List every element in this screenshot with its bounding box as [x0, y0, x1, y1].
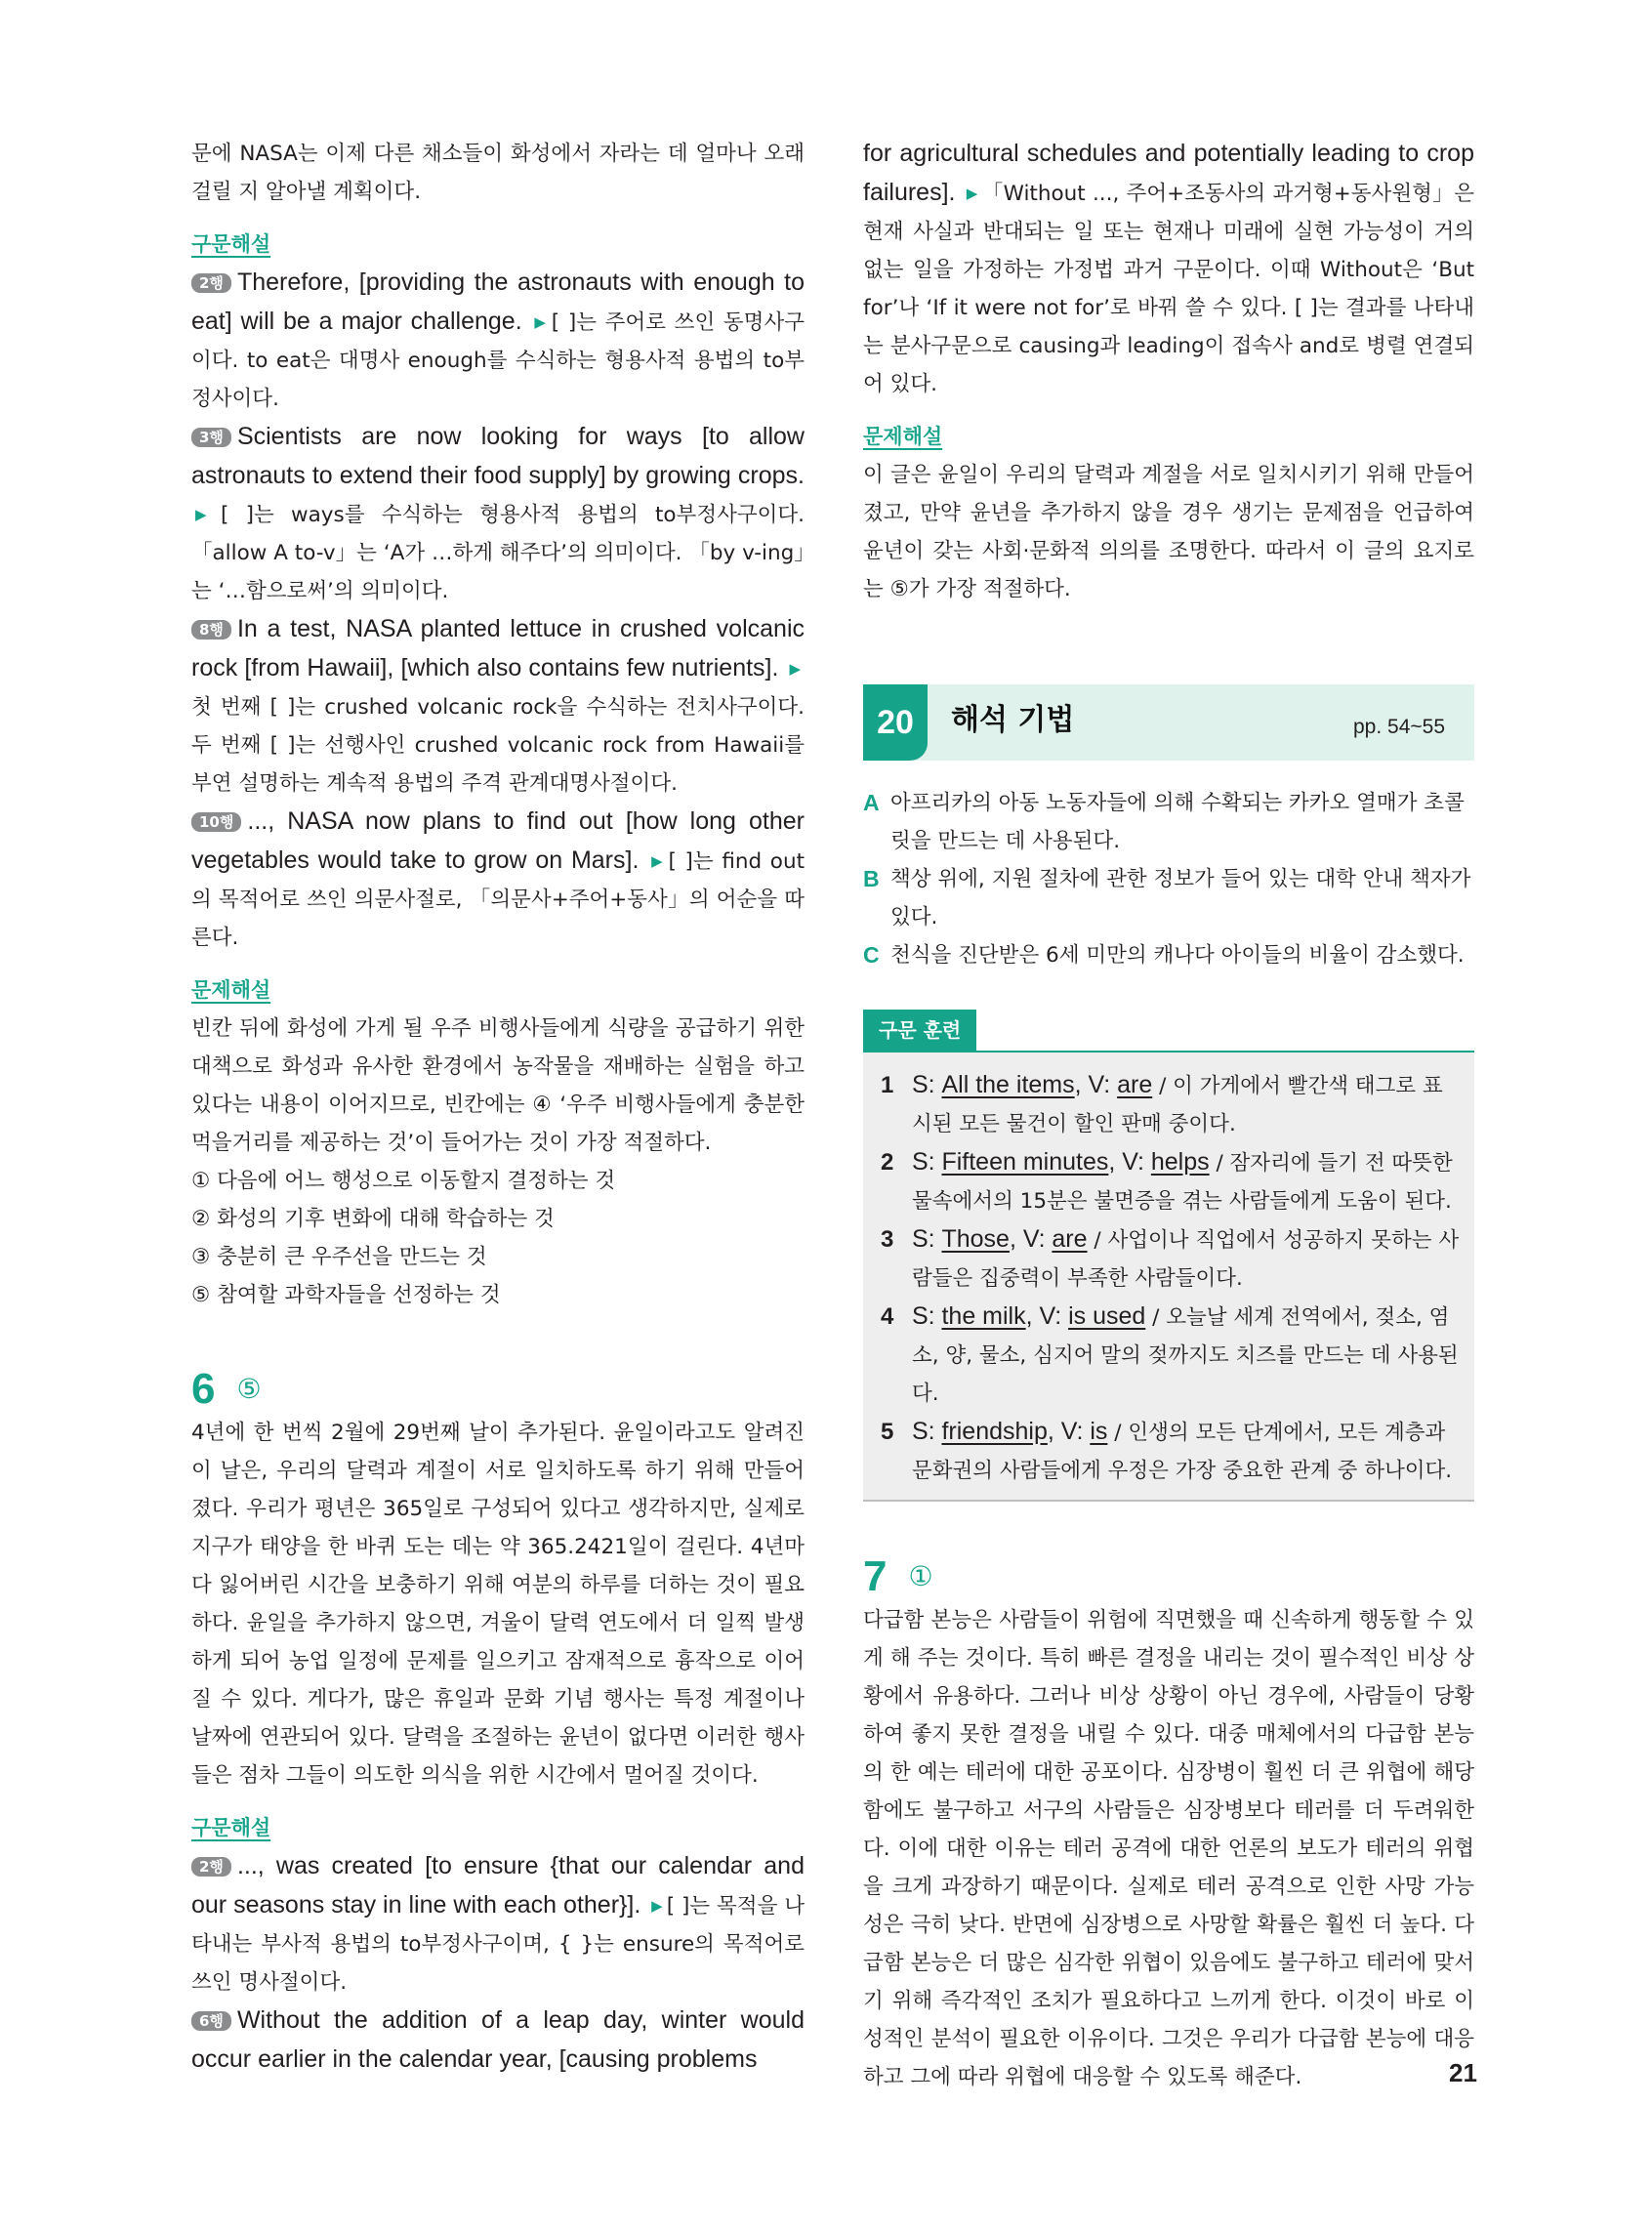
line-tag: 6행 — [191, 2011, 231, 2031]
syntax-korean: [ ]는 목적을 나타내는 부사적 용법의 to부정사구이며, { }는 ensure의 목적어로 쓰인 명사절이다. — [191, 1894, 805, 1995]
verb-label: V: — [1039, 1302, 1062, 1330]
training-korean: 잠자리에 들기 전 따뜻한 물속에서의 15분은 불면증을 겪는 사람들에게 도움이 된다. — [912, 1151, 1453, 1214]
syntax-english: for agricultural schedules and potentially leading to crop failures]. — [863, 140, 1474, 206]
subject: Fifteen minutes — [941, 1148, 1109, 1176]
syntax-english: In a test, NASA planted lettuce in crushed volcanic rock [from Hawaii], [which also contains few nutrients]. — [191, 615, 805, 681]
option-item: ③ 충분히 큰 우주선을 만드는 것 — [191, 1245, 487, 1269]
syntax-heading: 구문해설 — [191, 1816, 271, 1839]
question-answer: ① — [908, 1559, 933, 1592]
line-tag: 10행 — [191, 812, 241, 832]
training-number: 1 — [881, 1072, 894, 1098]
syntax-item — [191, 1847, 805, 2002]
training-korean: 이 가게에서 빨간색 태그로 표시된 모든 물건이 할인 판매 중이다. — [912, 1074, 1443, 1136]
item-text: 아프리카의 아동 노동자들에 의해 수확되는 카카오 열매가 초콜릿을 만드는 데 사용된다. — [890, 791, 1465, 853]
page-number: 21 — [1449, 2058, 1477, 2087]
subject-label: S: — [912, 1225, 935, 1253]
verb-label: V: — [1122, 1148, 1144, 1176]
verb: helps — [1150, 1148, 1210, 1176]
section-pages: pp. 54~55 — [1352, 716, 1445, 738]
syntax-continuation — [863, 135, 1474, 403]
triangle-icon: ▶ — [195, 506, 217, 523]
line-tag: 3행 — [191, 428, 231, 447]
training-number: 2 — [881, 1149, 894, 1176]
problem-text: 이 글은 윤일이 우리의 달력과 계절을 서로 일치시키기 위해 만들어졌고, 만약 윤년을 추가하지 않을 경우 생기는 문제점을 언급하여 윤년이 갖는 사회·문화적 의의를 조명한다. 따라서 이 글의 요지로는 ⑤가 가장 적절하다. — [863, 463, 1474, 601]
line-tag: 8행 — [191, 620, 231, 640]
option-item: ① 다음에 어느 행성으로 이동할지 결정하는 것 — [191, 1169, 616, 1193]
syntax-english: Scientists are now looking for ways [to allow astronauts to extend their food supply] by growing crops. — [191, 423, 805, 489]
option-item: ⑤ 참여할 과학자들을 선정하는 것 — [191, 1283, 501, 1307]
training-row — [881, 1298, 1461, 1413]
triangle-icon: ▶ — [651, 852, 665, 870]
syntax-item — [191, 418, 805, 610]
triangle-icon: ▶ — [651, 1897, 663, 1915]
training-number: 4 — [881, 1303, 894, 1330]
item-letter: B — [863, 866, 880, 891]
subject: friendship — [941, 1418, 1048, 1445]
item-letter: A — [863, 790, 880, 815]
training-row — [881, 1143, 1461, 1220]
item-letter: C — [863, 942, 880, 968]
question-number: 6 — [191, 1364, 216, 1413]
question-7-header — [863, 1550, 1474, 1601]
question-answer: ⑤ — [236, 1372, 262, 1405]
subject: Those — [941, 1225, 1010, 1253]
question-6-translation: 4년에 한 번씩 2월에 29번째 날이 추가된다. 윤일이라고도 알려진 이 날은, 우리의 달력과 계절이 서로 일치하도록 하기 위해 만들어졌다. 우리가 평년은 365일로 구성되어 있다고 생각하지만, 실제로 지구가 태양을 한 바퀴 도는 데는 약 365.2421일이 걸린다. 4년마다 잃어버린 시간을 보충하기 위해 여분의 하루를 더하는 것이 필요하다. 윤일을 추가하지 않으면, 겨울이 달력 연도에서 더 일찍 발생하게 되어 농업 일정에 문제를 일으키고 잠재적으로 흉작으로 이어질 수 있다. 게다가, 많은 휴일과 문화 기념 행사는 특정 계절이나 날짜에 연관되어 있다. 달력을 조절하는 윤년이 없다면 이러한 행사들은 점차 그들이 의도한 의식을 위한 시간에서 멀어질 것이다. — [191, 1421, 805, 1788]
training-box — [863, 1051, 1474, 1502]
intro-text: 문에 NASA는 이제 다른 채소들이 화성에서 자라는 데 얼마나 오래 걸릴 지 알아낼 계획이다. — [191, 142, 805, 204]
syntax-korean: 「Without ..., 주어+조동사의 과거형+동사원형」은 현재 사실과 반대되는 일 또는 현재나 미래에 실현 가능성이 거의 없는 일을 가정하는 가정법 과거 구문이다. 이때 Without은 ‘But for’나 ‘If it were not for’로 바꿔 쓸 수 있다. [ ]는 결과를 나타내는 분사구문으로 causing과 leading이 접속사 and로 병렬 연결되어 있다. — [863, 182, 1474, 396]
problem-heading: 문제해설 — [863, 425, 943, 448]
subject-label: S: — [912, 1418, 935, 1445]
problem-text: 빈칸 뒤에 화성에 가게 될 우주 비행사들에게 식량을 공급하기 위한 대책으로 화성과 유사한 환경에서 농작물을 재배하는 실험을 하고 있다는 내용이 이어지므로, 빈칸에는 ④ ‘우주 비행사들에게 충분한 먹을거리를 제공하는 것’이 들어가는 것이 가장 적절하다. — [191, 1016, 805, 1155]
line-tag: 2행 — [191, 273, 231, 293]
training-row — [881, 1413, 1461, 1490]
triangle-icon: ▶ — [534, 313, 548, 331]
training-korean: 사업이나 직업에서 성공하지 못하는 사람들은 집중력이 부족한 사람들이다. — [912, 1228, 1460, 1291]
verb-label: V: — [1088, 1071, 1111, 1098]
verb-label: V: — [1060, 1418, 1084, 1445]
training-row — [881, 1066, 1461, 1143]
syntax-item — [191, 803, 805, 957]
syntax-training — [863, 1010, 1474, 1502]
training-text: S: the milk, V: is used / 오늘날 세계 전역에서, 젖소, 염소, 양, 물소, 심지어 말의 젖까지도 치즈를 만드는 데 사용된다. — [912, 1302, 1459, 1406]
item-text: 책상 위에, 지원 절차에 관한 정보가 들어 있는 대학 안내 책자가 있다. — [890, 867, 1471, 929]
question-6-header — [191, 1363, 805, 1414]
section-20-header — [863, 684, 1474, 761]
syntax-korean: [ ]는 ways를 수식하는 형용사적 용법의 to부정사구이다. 「allow A to-v」는 ‘A가 …하게 해주다’의 의미이다. 「by v-ing」는 ‘…함으로써’의 의미이다. — [191, 503, 805, 603]
training-korean: 오늘날 세계 전역에서, 젖소, 염소, 양, 물소, 심지어 말의 젖까지도 치즈를 만드는 데 사용된다. — [912, 1305, 1459, 1406]
syntax-item — [191, 610, 805, 803]
subject: All the items — [941, 1071, 1075, 1098]
option-list — [191, 1162, 805, 1314]
syntax-korean: [ ]는 find out의 목적어로 쓰인 의문사절로, 「의문사+주어+동사」의 어순을 따른다. — [191, 849, 805, 950]
subject-label: S: — [912, 1148, 935, 1176]
question-7-translation: 다급함 본능은 사람들이 위험에 직면했을 때 신속하게 행동할 수 있게 해 주는 것이다. 특히 빠른 결정을 내리는 것이 필수적인 비상 상황에서 유용하다. 그러나 비상 상황이 아닌 경우에, 사람들이 당황하여 좋지 못한 결정을 내릴 수 있다. 대중 매체에서의 다급함 본능의 한 예는 테러에 대한 공포이다. 심장병이 훨씬 더 큰 위협에 해당함에도 불구하고 서구의 사람들은 심장병보다 테러를 더 두려워한다. 이에 대한 이유는 테러 공격에 대한 언론의 보도가 테러의 위협을 크게 과장하기 때문이다. 실제로 테러 공격으로 인한 사망 가능성은 극히 낮다. 반면에 심장병으로 사망할 확률은 훨씬 더 높다. 다급함 본능은 더 많은 심각한 위협이 있음에도 불구하고 테러에 맞서기 위해 즉각적인 조치가 필요하다고 느끼게 한다. 이것이 바로 이성적인 분석이 필요한 이유이다. 그것은 우리가 다급함 본능에 대응하고 그에 따라 위협에 대응할 수 있도록 해준다. — [863, 1608, 1474, 2089]
verb-label: V: — [1022, 1225, 1046, 1253]
training-tab: 구문 훈련 — [863, 1010, 976, 1051]
verb: is — [1090, 1418, 1108, 1445]
verb: are — [1117, 1071, 1153, 1098]
syntax-item — [191, 264, 805, 418]
triangle-icon: ▶ — [966, 185, 978, 202]
option-item: ② 화성의 기후 변화에 대해 학습하는 것 — [191, 1207, 555, 1231]
section-title: 해석 기법 — [951, 703, 1075, 737]
syntax-item — [191, 2002, 805, 2080]
training-text: S: Those, V: are / 사업이나 직업에서 성공하지 못하는 사람들은 집중력이 부족한 사람들이다. — [912, 1225, 1460, 1291]
training-text: S: friendship, V: is / 인생의 모든 단계에서, 모든 계층과 문화권의 사람들에게 우정은 가장 중요한 관계 중 하나이다. — [912, 1418, 1453, 1483]
syntax-english: Without the addition of a leap day, winter would occur earlier in the calendar year, [causing problems — [191, 2006, 805, 2073]
section-number-badge: 20 — [863, 684, 928, 761]
subject: the milk — [941, 1302, 1026, 1330]
training-korean: 인생의 모든 단계에서, 모든 계층과 문화권의 사람들에게 우정은 가장 중요한 관계 중 하나이다. — [912, 1421, 1453, 1483]
translation-list — [863, 784, 1474, 974]
training-text: S: Fifteen minutes, V: helps / 잠자리에 들기 전 따뜻한 물속에서의 15분은 불면증을 겪는 사람들에게 도움이 된다. — [912, 1148, 1453, 1214]
subject-label: S: — [912, 1071, 935, 1098]
problem-heading: 문제해설 — [191, 978, 271, 1002]
training-number: 3 — [881, 1226, 894, 1253]
syntax-english: Therefore, [providing the astronauts with enough to eat] will be a major challenge. — [191, 268, 805, 335]
left-column — [191, 135, 805, 2080]
syntax-korean: [ ]는 주어로 쓰인 동명사구이다. to eat은 대명사 enough를 수식하는 형용사적 용법의 to부정사이다. — [191, 310, 805, 411]
triangle-icon: ▶ — [789, 660, 801, 678]
syntax-heading: 구문해설 — [191, 232, 271, 256]
item-text: 천식을 진단받은 6세 미만의 캐나다 아이들의 비율이 감소했다. — [890, 943, 1465, 968]
verb: is used — [1068, 1302, 1146, 1330]
training-row — [881, 1220, 1461, 1298]
subject-label: S: — [912, 1302, 935, 1330]
translation-item — [863, 784, 1474, 860]
syntax-english: ..., was created [to ensure {that our calendar and our seasons stay in line with each other}]. — [191, 1852, 805, 1919]
translation-item — [863, 860, 1474, 936]
syntax-korean: 첫 번째 [ ]는 crushed volcanic rock을 수식하는 전치사구이다. 두 번째 [ ]는 선행사인 crushed volcanic rock from Hawaii를 부연 설명하는 계속적 용법의 주격 관계대명사절이다. — [191, 695, 805, 796]
right-column — [863, 135, 1474, 2096]
training-number: 5 — [881, 1419, 894, 1445]
translation-item — [863, 936, 1474, 974]
training-text: S: All the items, V: are / 이 가게에서 빨간색 태그로 표시된 모든 물건이 할인 판매 중이다. — [912, 1071, 1443, 1136]
question-number: 7 — [863, 1551, 888, 1600]
verb: are — [1052, 1225, 1088, 1253]
syntax-english: ..., NASA now plans to find out [how long other vegetables would take to grow on Mars]. — [191, 807, 805, 874]
line-tag: 2행 — [191, 1857, 231, 1877]
